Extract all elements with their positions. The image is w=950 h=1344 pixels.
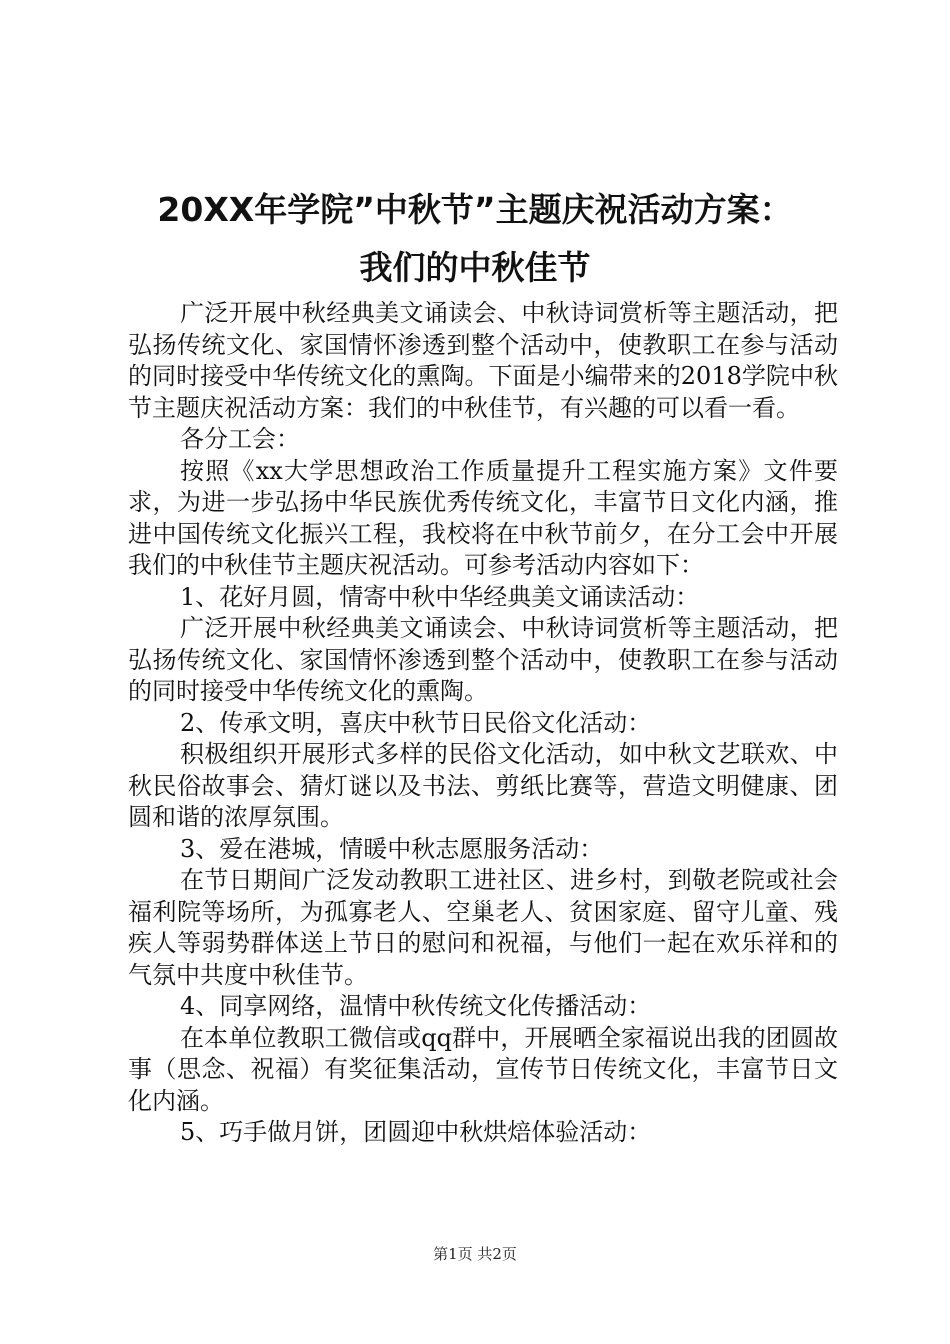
body-paragraph: 5、巧手做月饼，团圆迎中秋烘焙体验活动： (180, 1118, 652, 1146)
body-paragraph: 广泛开展中秋经典美文诵读会、中秋诗词赏析等主题活动，把弘扬传统文化、家国情怀渗透到整个活动中，使教职工在参与活动的同时接受中华传统文化的熏陶。 (128, 614, 838, 705)
body-paragraph: 4、同享网络，温情中秋传统文化传播活动： (180, 992, 652, 1020)
page-footer: 第1页 共2页 (433, 1245, 517, 1263)
body-paragraph: 1、花好月圆，情寄中秋中华经典美文诵读活动： (180, 582, 700, 611)
body-paragraph: 按照《xx大学思想政治工作质量提升工程实施方案》文件要求，为进一步弘扬中华民族优秀传统文化，丰富节日文化内涵，推进中国传统文化振兴工程，我校将在中秋节前夕，在分工会中开展我们的中秋佳节主题庆祝活动。可参考活动内容如下： (128, 456, 838, 579)
body-paragraph: 在本单位教职工微信或qq群中，开展晒全家福说出我的团圆故事（思念、祝福）有奖征集活动，宣传节日传统文化，丰富节日文化内涵。 (128, 1023, 838, 1115)
body-paragraph: 2、传承文明，喜庆中秋节日民俗文化活动： (180, 708, 652, 737)
body-paragraph: 3、爱在港城，情暖中秋志愿服务活动： (180, 834, 604, 863)
document-title-line-2: 我们的中秋佳节 (359, 248, 591, 287)
body-paragraph: 在节日期间广泛发动教职工进社区、进乡村，到敬老院或社会福利院等场所，为孤寡老人、空巢老人、贫困家庭、留守儿童、残疾人等弱势群体送上节日的慰问和祝福，与他们一起在欢乐祥和的气氛中共度中秋佳节。 (128, 866, 838, 989)
body-paragraph: 广泛开展中秋经典美文诵读会、中秋诗词赏析等主题活动，把弘扬传统文化、家国情怀渗透到整个活动中，使教职工在参与活动的同时接受中华传统文化的熏陶。下面是小编带来的2018学院中秋节主题庆祝活动方案：我们的中秋佳节，有兴趣的可以看一看。 (128, 299, 838, 422)
document-title-line-1: 20XX年学院”中秋节”主题庆祝活动方案： (157, 190, 793, 229)
body-paragraph: 各分工会： (180, 425, 300, 453)
document-body (128, 298, 838, 1149)
body-paragraph: 积极组织开展形式多样的民俗文化活动，如中秋文艺联欢、中秋民俗故事会、猜灯谜以及书法、剪纸比赛等，营造文明健康、团圆和谐的浓厚氛围。 (128, 740, 838, 831)
